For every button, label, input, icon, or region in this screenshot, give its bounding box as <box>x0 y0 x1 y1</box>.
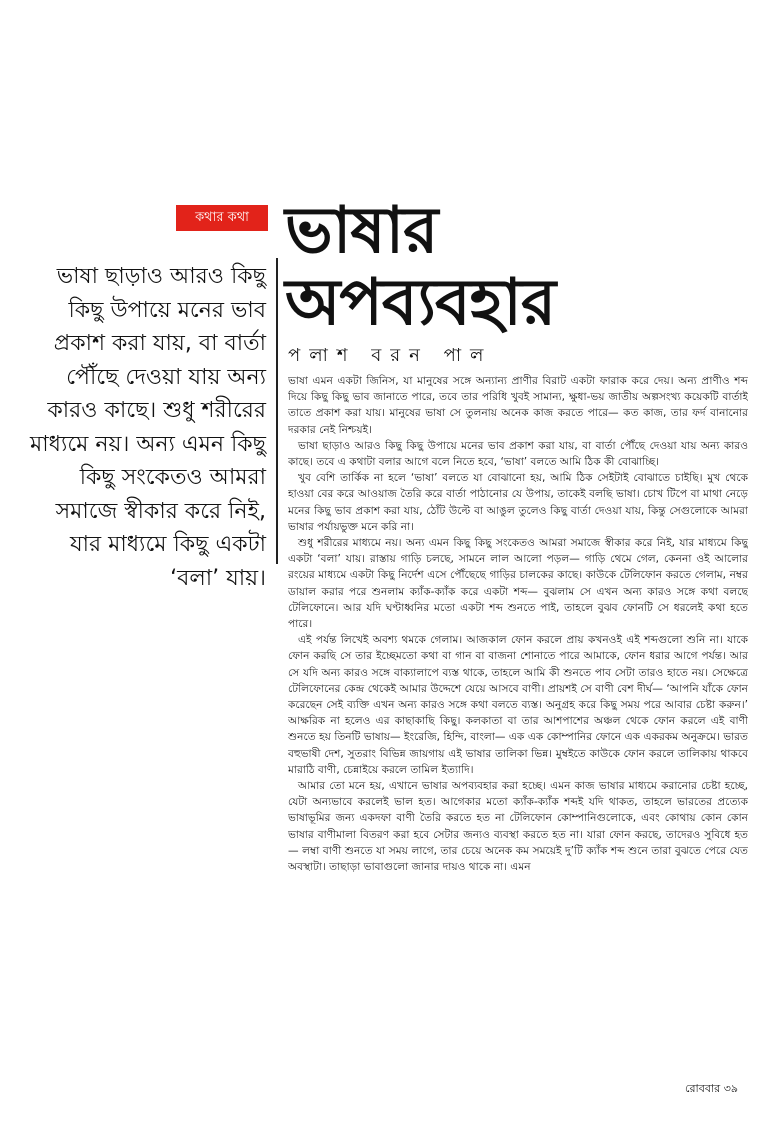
body-paragraph: আমার তো মনে হয়, এখানে ভাষার অপব্যবহার করা হচ্ছে। এমন কাজ ভাষার মাধ্যমে করানোর চেষ্টা হচ্ছে, যেটা অন্যভাবে করলেই ভাল হত। আগেকার মতো ক্যাঁক-ক্যাঁক শব্দই যদি থাকত, তাহলে ভারতের প্রত্যেক ভাষাভূমির জন্য একদফা বাণী তৈরি করতে হত না টেলিফোন কোম্পানিগুলোকে, এবং কোথায় কোন কোন ভাষার বাণীমালা বিতরণ করা হবে সেটার জন্যও ব্যবস্থা করতে হত না। যারা ফোন করছে, তাদেরও সুবিধে হত— লম্বা বাণী শুনতে যা সময় লাগে, তার চেয়ে অনেক কম সময়েই দু’টি ক্যাঁক শব্দ শুনে তারা বুঝতে পেরে যেত অবস্থাটা। তাছাড়া ভাবাগুলো জানার দায়ও থাকে না। এমন <box>288 780 748 874</box>
vertical-divider <box>276 258 278 564</box>
article-body <box>288 373 748 1073</box>
title-line-2: অপব্যবহার <box>285 266 556 340</box>
article-title <box>285 195 755 339</box>
pull-quote: ভাষা ছাড়াও আরও কিছু কিছু উপায়ে মনের ভাব প্রকাশ করা যায়, বা বার্তা পৌঁছে দেওয়া যায় অন্য কারও কাছে। শুধু শরীরের মাধ্যমে নয়। অন্য এমন কিছু কিছু সংকেতও আমরা সমাজে স্বীকার করে নিই, যার মাধ্যমে কিছু একটা ‘বলা’ যায়। <box>30 264 266 591</box>
body-paragraph: ভাষা ছাড়াও আরও কিছু কিছু উপায়ে মনের ভাব প্রকাশ করা যায়, বা বার্তা পৌঁছে দেওয়া যায় অন্য কারও কাছে। তবে এ কথাটা বলার আগে বলে নিতে হবে, ‘ভাষা’ বলতে আমি ঠিক কী বোঝাচ্ছি। <box>288 439 748 469</box>
body-paragraph: ভাষা এমন একটা জিনিস, যা মানুষের সঙ্গে অন্যান্য প্রাণীর বিরাট একটা ফারাক করে দেয়। অন্য প্রাণীও শব্দ দিয়ে কিছু কিছু ভাব জানাতে পারে, তবে তার পরিধি খুবই সামান্য, ক্ষুধা-ভয় জাতীয় অল্পসংখ্য কয়েকটি বার্তাই তাতে প্রকাশ করা যায়। মানুষের ভাষা সে তুলনায় অনেক কাজ করতে পারে— কত কাজ, তার ফর্দ বানানোর দরকার নেই নিশ্চয়ই। <box>288 375 748 436</box>
author-byline: পলাশ বরন পাল <box>288 345 493 366</box>
body-paragraph: খুব বেশি তার্কিক না হলে ‘ভাষা’ বলতে যা বোঝানো হয়, আমি ঠিক সেইটাই বোঝাতে চাইছি। মুখ থেকে হাওয়া বের করে আওয়াজ তৈরি করে বার্তা পাঠানোর যে উপায়, তাকেই বলছি ভাষা। চোখ টিপে বা মাথা নেড়ে মনের কিছু ভাব প্রকাশ করা যায়, ঠোঁট উল্টে বা আঙুল তুলেও কিছু বার্তা দেওয়া যায়, কিন্তু সেগুলোকে আমরা ভাষার পর্যায়ভুক্ত মনে করি না। <box>288 472 748 533</box>
title-line-1: ভাষার <box>285 194 438 268</box>
page-footer: রোববার ৩৯ <box>685 1082 738 1095</box>
body-paragraph: শুধু শরীরের মাধ্যমে নয়। অন্য এমন কিছু কিছু সংকেতও আমরা সমাজে স্বীকার করে নিই, যার মাধ্যমে কিছু একটা ‘বলা’ যায়। রাস্তায় গাড়ি চলছে, সামনে লাল আলো পড়ল— গাড়ি থেমে গেল, কেননা ওই আলোর রংয়ের মাধ্যমে একটা কিছু নির্দেশ এসে পৌঁছেছে গাড়ির চালকের কাছে। কাউকে টেলিফোন করতে গেলাম, নম্বর ডায়াল করার পরে শুনলাম ক্যাঁক-ক্যাঁক করে একটা শব্দ— বুঝলাম সে এখন অন্য কারও সঙ্গে কথা বলছে টেলিফোনে। আর যদি ঘণ্টাধ্বনির মতো একটা শব্দ শুনতে পাই, তাহলে বুঝব ফোনটি সে ধরলেই কথা হতে পারে। <box>288 537 748 631</box>
body-paragraph: এই পর্যন্ত লিখেই অবশ্য থমকে গেলাম। আজকাল ফোন করলে প্রায় কখনওই এই শব্দগুলো শুনি না। যাকে ফোন করছি সে তার ইচ্ছেমতো কথা বা গান বা বাজনা শোনাতে পারে আমাকে, ফোন ধরার আগে পর্যন্ত। আর সে যদি অন্য কারও সঙ্গে বাক্যালাপে ব্যস্ত থাকে, তাহলে আমি কী শুনতে পাব সেটা তারও হাতে নয়। সেক্ষেত্রে টেলিফোনের কেন্দ্র থেকেই আমার উদ্দেশে যেয়ে আসবে বাণী। প্রায়শই সে বাণী বেশ দীর্ঘ— ‘আপনি যাঁকে ফোন করেছেন সেই ব্যক্তি এখন অন্য কারও সঙ্গে কথা বলতে ব্যস্ত। অনুগ্রহ করে কিছু সময় পরে আবার চেষ্টা করুন।’ আক্ষরিক না হলেও এর কাছাকাছি কিছু। কলকাতা বা তার আশপাশের অঞ্চল থেকে ফোন করলে এই বাণী শুনতে হয় তিনটি ভাষায়— ইংরেজি, হিন্দি, বাংলা— এক এক কোম্পানির ফোনে এক একরকম অনুক্রমে। ভারত বহুভাষী দেশ, সুতরাং বিভিন্ন জায়গায় এই ভাষার তালিকা ভিন্ন। মুম্বইতে কাউকে ফোন করলে তালিকায় থাকবে মারাঠি বাণী, চেন্নাইয়ে করলে তামিল ইত্যাদি। <box>288 634 748 776</box>
section-label: কথার কথা <box>176 205 268 231</box>
